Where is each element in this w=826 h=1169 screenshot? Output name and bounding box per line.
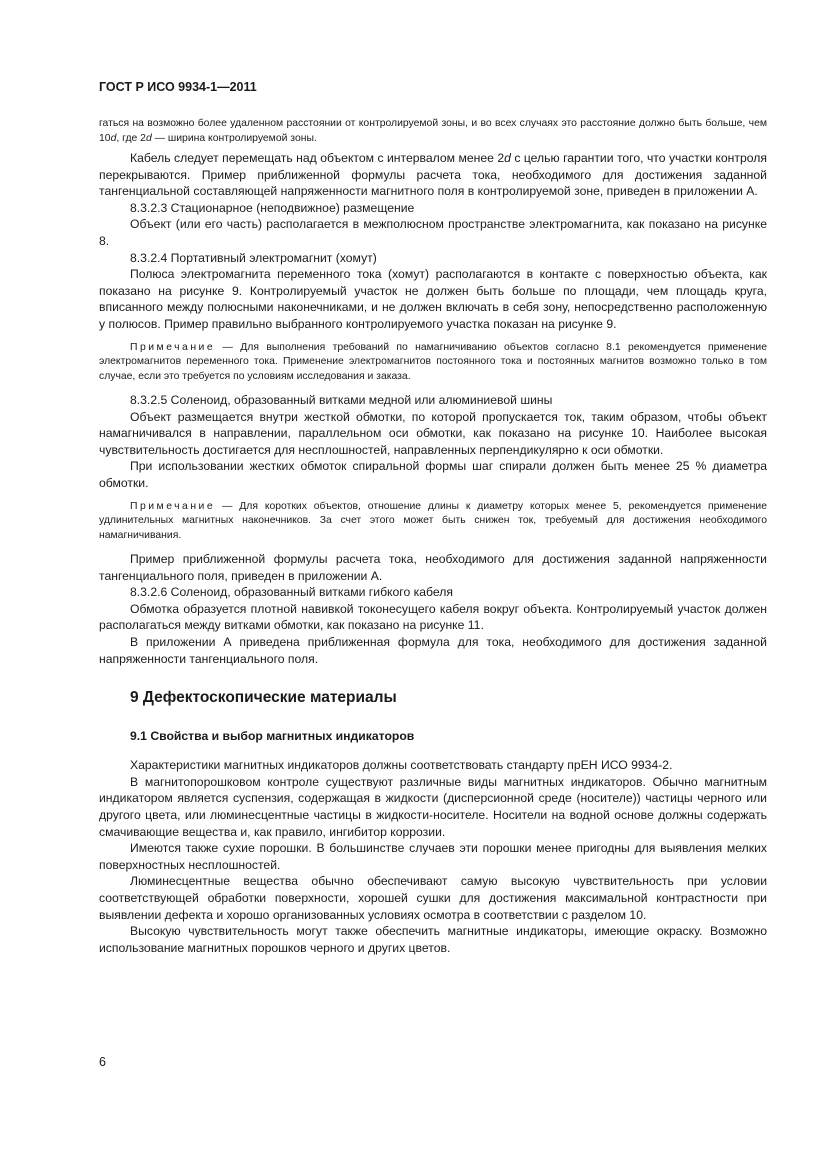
section-8-3-2-3-title: 8.3.2.3 Стационарное (неподвижное) размещение xyxy=(130,200,415,215)
paragraph-annex-a: В приложении А приведена приближенная формула для тока, необходимого для достижения заданной напряженности тангенциального поля. xyxy=(99,635,767,666)
document-header: ГОСТ Р ИСО 9934-1—2011 xyxy=(99,80,257,94)
paragraph-indicator-types: В магнитопорошковом контроле существуют различные виды магнитных индикаторов. Обычно магнитным индикатором является суспензия, содержащая в жидкости (дисперсионной среде (носителе)) частицы черного или другого цвета, или люминесцентные частицы в жидкости-носителе. Носители на водной основе должны содержать смачивающие вещества и, как правило, ингибитор коррозии. xyxy=(99,774,767,839)
paragraph-dry-powders: Имеются также сухие порошки. В большинстве случаев эти порошки менее пригодны для выявления мелких поверхностных несплошностей. xyxy=(99,841,767,872)
note-1: Примечание — Для выполнения требований по намагничиванию объектов согласно 8.1 рекомендуется применение электромагнитов переменного тока. Применение электромагнитов постоянного тока и постоянных магнитов возможно только в том случае, если это требуется по условиям исследования и заказа. xyxy=(99,341,767,382)
page-number: 6 xyxy=(99,1055,106,1069)
paragraph-indicators-standard: Характеристики магнитных индикаторов должны соответствовать стандарту прЕН ИСО 9934-2. xyxy=(130,758,673,773)
paragraph-colored-indicators: Высокую чувствительность могут также обеспечить магнитные индикаторы, имеющие окраску. Возможно использование магнитных порошков черного и других цветов. xyxy=(99,924,767,955)
paragraph-formula-ref: Пример приближенной формулы расчета тока, необходимого для достижения заданной напряженности тангенциального поля, приведен в приложении А. xyxy=(99,552,767,583)
paragraph-continuation: гаться на возможно более удаленном расстоянии от контролируемой зоны, и во всех случаях это расстояние должно быть больше, чем 10d, где 2d — ширина контролируемой зоны. xyxy=(99,118,767,144)
section-9-heading: 9 Дефектоскопические материалы xyxy=(130,689,397,707)
note-2: Примечание — Для коротких объектов, отношение длины к диаметру которых менее 5, рекомендуется применение удлинительных магнитных наконечников. За счет этого может быть снижен ток, требуемый для достижения необходимого намагничивания. xyxy=(99,500,767,541)
paragraph-stationary: Объект (или его часть) располагается в межполюсном пространстве электромагнита, как показано на рисунке 8. xyxy=(99,217,767,248)
paragraph-fluorescent: Люминесцентные вещества обычно обеспечивают самую высокую чувствительность при условии соответствующей обработки поверхности, хорошей сушки для достижения максимальной контрастности при выявлении дефекта и хорошо организованных условиях осмотра в соответствии с разделом 10. xyxy=(99,874,767,922)
section-8-3-2-4-title: 8.3.2.4 Портативный электромагнит (хомут) xyxy=(130,250,377,265)
paragraph-rigid-coil: Объект размещается внутри жесткой обмотки, по которой пропускается ток, таким образом, чтобы объект намагничивался в направлении, параллельном оси обмотки, как показано на рисунке 10. Наиболее высокая чувствительность достигается для несплошностей, направленных перпендикулярно к оси обмотки. xyxy=(99,409,767,457)
section-9-1-heading: 9.1 Свойства и выбор магнитных индикаторов xyxy=(130,729,415,744)
document-body xyxy=(99,117,767,956)
paragraph-yoke: Полюса электромагнита переменного тока (хомут) располагаются в контакте с поверхностью объекта, как показано на рисунке 9. Контролируемый участок не должен быть больше по площади, чем площадь круга, вписанного между полюсными наконечниками, и не должен включать в себя зону, непосредственно расположенную у полюсов. Пример правильно выбранного контролируемого участка показан на рисунке 9. xyxy=(99,267,767,331)
paragraph-flexible-cable: Обмотка образуется плотной навивкой токонесущего кабеля вокруг объекта. Контролируемый участок должен располагаться между витками обмотки, как показано на рисунке 11. xyxy=(99,601,767,633)
section-8-3-2-5-title: 8.3.2.5 Соленоид, образованный витками медной или алюминиевой шины xyxy=(130,393,553,408)
note-label: Примечание xyxy=(130,500,216,512)
paragraph-cable-movement: Кабель следует перемещать над объектом с интервалом менее 2d с целью гарантии того, что участки контроля перекрываются. Пример приближенной формулы расчета тока, необходимого для достижения заданной тангенциальной составляющей напряженности магнитного поля в контролируемой зоне, приведен в приложении А. xyxy=(99,151,767,199)
section-8-3-2-6-title: 8.3.2.6 Соленоид, образованный витками гибкого кабеля xyxy=(130,585,453,600)
note-label: Примечание xyxy=(130,341,216,353)
paragraph-spiral-pitch: При использовании жестких обмоток спиральной формы шаг спирали должен быть менее 25 % диаметра обмотки. xyxy=(99,459,767,490)
